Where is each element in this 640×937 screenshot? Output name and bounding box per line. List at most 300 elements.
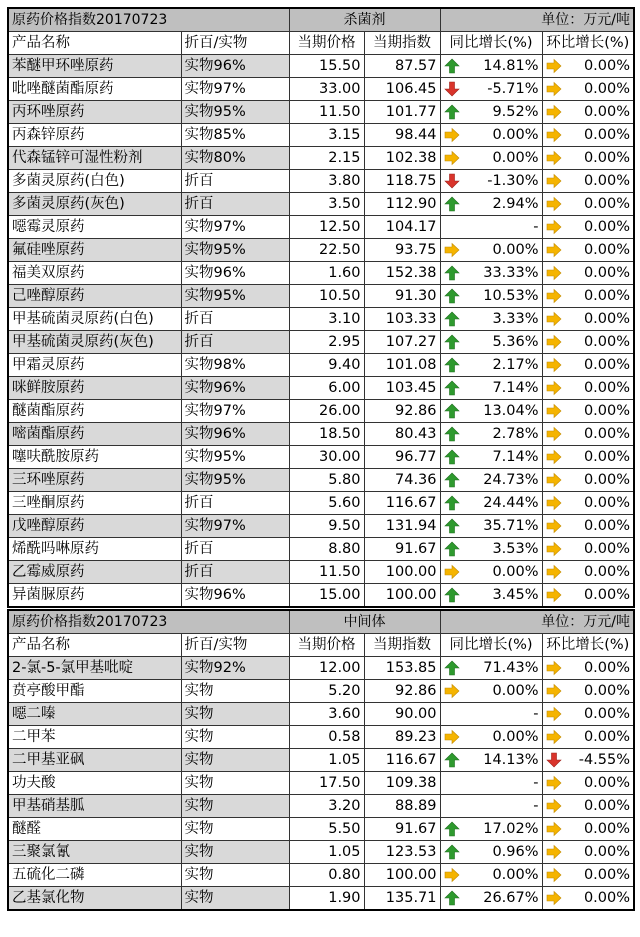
header-product-name: 产品名称: [8, 634, 181, 657]
mom-growth: 0.00%: [542, 538, 634, 561]
mom-growth: 0.00%: [542, 561, 634, 584]
right-arrow-icon: [546, 775, 562, 791]
yoy-growth: 24.44%: [440, 492, 542, 515]
price-table-fungicide: [7, 7, 635, 608]
yoy-growth: 0.00%: [440, 124, 542, 147]
product-name: 噻呋酰胺原药: [8, 446, 181, 469]
spec: 实物80%: [181, 147, 289, 170]
current-index: 109.38: [364, 772, 440, 795]
mom-growth: 0.00%: [542, 795, 634, 818]
up-arrow-icon: [444, 844, 460, 860]
current-index: 118.75: [364, 170, 440, 193]
product-name: 功夫酸: [8, 772, 181, 795]
current-index: 103.45: [364, 377, 440, 400]
spec: 实物95%: [181, 101, 289, 124]
current-price: 1.05: [289, 841, 364, 864]
header-spec: 折百/实物: [181, 32, 289, 55]
current-price: 6.00: [289, 377, 364, 400]
right-arrow-icon: [546, 564, 562, 580]
yoy-growth: 7.14%: [440, 377, 542, 400]
right-arrow-icon: [546, 426, 562, 442]
spec: 实物: [181, 772, 289, 795]
yoy-growth: 0.00%: [440, 239, 542, 262]
spec: 实物96%: [181, 423, 289, 446]
right-arrow-icon: [546, 219, 562, 235]
current-index: 103.33: [364, 308, 440, 331]
price-index-report: [7, 7, 633, 911]
right-arrow-icon: [546, 890, 562, 906]
up-arrow-icon: [444, 541, 460, 557]
right-arrow-icon: [444, 729, 460, 745]
spec: 实物96%: [181, 262, 289, 285]
right-arrow-icon: [444, 242, 460, 258]
current-price: 22.50: [289, 239, 364, 262]
right-arrow-icon: [546, 541, 562, 557]
current-price: 3.15: [289, 124, 364, 147]
product-name: 甲基硝基胍: [8, 795, 181, 818]
current-index: 100.00: [364, 864, 440, 887]
current-index: 87.57: [364, 55, 440, 78]
spec: 实物: [181, 680, 289, 703]
current-price: 3.80: [289, 170, 364, 193]
current-index: 104.17: [364, 216, 440, 239]
table-row: [8, 423, 634, 446]
current-index: 96.77: [364, 446, 440, 469]
table-row: [8, 680, 634, 703]
right-arrow-icon: [546, 587, 562, 603]
current-index: 107.27: [364, 331, 440, 354]
spec: 实物95%: [181, 239, 289, 262]
product-name: 苯醚甲环唑原药: [8, 55, 181, 78]
mom-growth: 0.00%: [542, 772, 634, 795]
current-index: 116.67: [364, 492, 440, 515]
current-price: 11.50: [289, 561, 364, 584]
mom-growth: 0.00%: [542, 239, 634, 262]
product-name: 乙霉威原药: [8, 561, 181, 584]
spec: 实物: [181, 726, 289, 749]
right-arrow-icon: [546, 660, 562, 676]
right-arrow-icon: [546, 380, 562, 396]
yoy-growth: -: [440, 703, 542, 726]
current-price: 0.58: [289, 726, 364, 749]
current-index: 116.67: [364, 749, 440, 772]
up-arrow-icon: [444, 752, 460, 768]
yoy-growth: 3.53%: [440, 538, 542, 561]
section-title: 原药价格指数20170723: [8, 610, 289, 634]
spec: 折百: [181, 193, 289, 216]
current-index: 89.23: [364, 726, 440, 749]
spec: 实物95%: [181, 446, 289, 469]
up-arrow-icon: [444, 288, 460, 304]
yoy-growth: 13.04%: [440, 400, 542, 423]
yoy-growth: 0.00%: [440, 561, 542, 584]
table-row: [8, 400, 634, 423]
spec: 实物92%: [181, 657, 289, 680]
product-name: 醚菌酯原药: [8, 400, 181, 423]
spec: 折百: [181, 492, 289, 515]
product-name: 三聚氯氰: [8, 841, 181, 864]
table-row: [8, 147, 634, 170]
product-name: 噁霉灵原药: [8, 216, 181, 239]
current-price: 17.50: [289, 772, 364, 795]
mom-growth: 0.00%: [542, 331, 634, 354]
table-row: [8, 795, 634, 818]
spec: 实物96%: [181, 377, 289, 400]
table-row: [8, 78, 634, 101]
product-name: 三环唑原药: [8, 469, 181, 492]
current-price: 3.20: [289, 795, 364, 818]
current-price: 11.50: [289, 101, 364, 124]
current-index: 101.08: [364, 354, 440, 377]
spec: 折百: [181, 170, 289, 193]
table-row: [8, 864, 634, 887]
mom-growth: 0.00%: [542, 680, 634, 703]
right-arrow-icon: [546, 495, 562, 511]
yoy-growth: 9.52%: [440, 101, 542, 124]
price-table-intermediate: [7, 609, 635, 911]
mom-growth: 0.00%: [542, 216, 634, 239]
spec: 折百: [181, 561, 289, 584]
current-index: 93.75: [364, 239, 440, 262]
spec: 实物: [181, 887, 289, 911]
section-unit: 单位：万元/吨: [440, 8, 634, 32]
right-arrow-icon: [444, 683, 460, 699]
header-spec: 折百/实物: [181, 634, 289, 657]
up-arrow-icon: [444, 660, 460, 676]
table-row: [8, 772, 634, 795]
current-index: 135.71: [364, 887, 440, 911]
current-price: 1.60: [289, 262, 364, 285]
header-mom-growth: 环比增长(%): [542, 32, 634, 55]
table-row: [8, 818, 634, 841]
current-price: 9.40: [289, 354, 364, 377]
section-title-row: [8, 8, 634, 32]
product-name: 多菌灵原药(白色): [8, 170, 181, 193]
up-arrow-icon: [444, 403, 460, 419]
current-price: 26.00: [289, 400, 364, 423]
current-index: 91.67: [364, 538, 440, 561]
right-arrow-icon: [546, 81, 562, 97]
product-name: 乙基氯化物: [8, 887, 181, 911]
up-arrow-icon: [444, 472, 460, 488]
right-arrow-icon: [444, 150, 460, 166]
right-arrow-icon: [546, 242, 562, 258]
current-price: 3.60: [289, 703, 364, 726]
product-name: 多菌灵原药(灰色): [8, 193, 181, 216]
product-name: 五硫化二磷: [8, 864, 181, 887]
current-index: 98.44: [364, 124, 440, 147]
right-arrow-icon: [546, 127, 562, 143]
yoy-growth: -5.71%: [440, 78, 542, 101]
right-arrow-icon: [546, 518, 562, 534]
product-name: 丙环唑原药: [8, 101, 181, 124]
header-current-price: 当期价格: [289, 634, 364, 657]
spec: 实物95%: [181, 285, 289, 308]
mom-growth: 0.00%: [542, 78, 634, 101]
up-arrow-icon: [444, 334, 460, 350]
product-name: 咪鲜胺原药: [8, 377, 181, 400]
current-index: 153.85: [364, 657, 440, 680]
right-arrow-icon: [546, 844, 562, 860]
mom-growth: 0.00%: [542, 262, 634, 285]
up-arrow-icon: [444, 380, 460, 396]
yoy-growth: 0.96%: [440, 841, 542, 864]
table-row: [8, 703, 634, 726]
table-row: [8, 538, 634, 561]
right-arrow-icon: [546, 403, 562, 419]
product-name: 甲霜灵原药: [8, 354, 181, 377]
spec: 实物: [181, 841, 289, 864]
current-price: 18.50: [289, 423, 364, 446]
spec: 实物: [181, 795, 289, 818]
table-row: [8, 469, 634, 492]
right-arrow-icon: [444, 127, 460, 143]
up-arrow-icon: [444, 449, 460, 465]
table-row: [8, 841, 634, 864]
spec: 实物: [181, 703, 289, 726]
current-price: 5.20: [289, 680, 364, 703]
yoy-growth: 10.53%: [440, 285, 542, 308]
mom-growth: 0.00%: [542, 423, 634, 446]
section-category: 杀菌剂: [289, 8, 440, 32]
mom-growth: 0.00%: [542, 726, 634, 749]
current-price: 9.50: [289, 515, 364, 538]
current-index: 88.89: [364, 795, 440, 818]
mom-growth: 0.00%: [542, 584, 634, 608]
up-arrow-icon: [444, 426, 460, 442]
product-name: 甲基硫菌灵原药(灰色): [8, 331, 181, 354]
current-index: 100.00: [364, 584, 440, 608]
right-arrow-icon: [546, 150, 562, 166]
product-name: 三唑酮原药: [8, 492, 181, 515]
yoy-growth: 14.13%: [440, 749, 542, 772]
table-row: [8, 354, 634, 377]
yoy-growth: 17.02%: [440, 818, 542, 841]
header-yoy-growth: 同比增长(%): [440, 32, 542, 55]
current-price: 15.00: [289, 584, 364, 608]
current-index: 74.36: [364, 469, 440, 492]
section-title-row: [8, 610, 634, 634]
section-title: 原药价格指数20170723: [8, 8, 289, 32]
table-row: [8, 101, 634, 124]
current-price: 30.00: [289, 446, 364, 469]
spec: 实物97%: [181, 400, 289, 423]
mom-growth: 0.00%: [542, 308, 634, 331]
yoy-growth: 0.00%: [440, 147, 542, 170]
right-arrow-icon: [546, 311, 562, 327]
spec: 实物85%: [181, 124, 289, 147]
right-arrow-icon: [546, 449, 562, 465]
table-row: [8, 515, 634, 538]
header-yoy-growth: 同比增长(%): [440, 634, 542, 657]
mom-growth: 0.00%: [542, 446, 634, 469]
right-arrow-icon: [444, 867, 460, 883]
spec: 实物: [181, 818, 289, 841]
product-name: 吡唑醚菌酯原药: [8, 78, 181, 101]
current-index: 92.86: [364, 680, 440, 703]
mom-growth: 0.00%: [542, 818, 634, 841]
yoy-growth: 0.00%: [440, 864, 542, 887]
up-arrow-icon: [444, 311, 460, 327]
spec: 实物98%: [181, 354, 289, 377]
right-arrow-icon: [546, 357, 562, 373]
up-arrow-icon: [444, 58, 460, 74]
yoy-growth: 24.73%: [440, 469, 542, 492]
yoy-growth: -1.30%: [440, 170, 542, 193]
current-price: 3.10: [289, 308, 364, 331]
spec: 实物95%: [181, 469, 289, 492]
yoy-growth: -: [440, 795, 542, 818]
table-row: [8, 377, 634, 400]
current-index: 112.90: [364, 193, 440, 216]
current-index: 131.94: [364, 515, 440, 538]
column-header-row: [8, 32, 634, 55]
table-row: [8, 584, 634, 608]
table-row: [8, 446, 634, 469]
spec: 实物: [181, 749, 289, 772]
table-row: [8, 492, 634, 515]
spec: 实物: [181, 864, 289, 887]
mom-growth: 0.00%: [542, 657, 634, 680]
current-price: 2.15: [289, 147, 364, 170]
mom-growth: 0.00%: [542, 492, 634, 515]
table-row: [8, 124, 634, 147]
right-arrow-icon: [546, 472, 562, 488]
product-name: 二甲基亚砜: [8, 749, 181, 772]
down-arrow-icon: [444, 81, 460, 97]
table-row: [8, 657, 634, 680]
right-arrow-icon: [546, 729, 562, 745]
spec: 折百: [181, 308, 289, 331]
mom-growth: 0.00%: [542, 515, 634, 538]
table-row: [8, 285, 634, 308]
right-arrow-icon: [546, 288, 562, 304]
header-product-name: 产品名称: [8, 32, 181, 55]
current-index: 80.43: [364, 423, 440, 446]
current-price: 5.60: [289, 492, 364, 515]
product-name: 2-氯-5-氯甲基吡啶: [8, 657, 181, 680]
current-index: 123.53: [364, 841, 440, 864]
current-price: 5.80: [289, 469, 364, 492]
right-arrow-icon: [546, 196, 562, 212]
mom-growth: 0.00%: [542, 887, 634, 911]
current-price: 1.05: [289, 749, 364, 772]
table-row: [8, 55, 634, 78]
current-index: 101.77: [364, 101, 440, 124]
up-arrow-icon: [444, 357, 460, 373]
yoy-growth: 0.00%: [440, 680, 542, 703]
up-arrow-icon: [444, 518, 460, 534]
right-arrow-icon: [546, 58, 562, 74]
yoy-growth: 14.81%: [440, 55, 542, 78]
yoy-growth: 0.00%: [440, 726, 542, 749]
up-arrow-icon: [444, 265, 460, 281]
table-row: [8, 308, 634, 331]
mom-growth: 0.00%: [542, 101, 634, 124]
yoy-growth: 35.71%: [440, 515, 542, 538]
table-row: [8, 262, 634, 285]
product-name: 二甲苯: [8, 726, 181, 749]
right-arrow-icon: [546, 867, 562, 883]
table-row: [8, 749, 634, 772]
mom-growth: 0.00%: [542, 841, 634, 864]
current-price: 12.00: [289, 657, 364, 680]
right-arrow-icon: [546, 173, 562, 189]
product-name: 异菌脲原药: [8, 584, 181, 608]
product-name: 烯酰吗啉原药: [8, 538, 181, 561]
mom-growth: 0.00%: [542, 285, 634, 308]
table-row: [8, 239, 634, 262]
header-mom-growth: 环比增长(%): [542, 634, 634, 657]
mom-growth: 0.00%: [542, 147, 634, 170]
product-name: 贲亭酸甲酯: [8, 680, 181, 703]
product-name: 戊唑醇原药: [8, 515, 181, 538]
current-price: 33.00: [289, 78, 364, 101]
current-index: 91.67: [364, 818, 440, 841]
up-arrow-icon: [444, 104, 460, 120]
mom-growth: -4.55%: [542, 749, 634, 772]
current-index: 90.00: [364, 703, 440, 726]
current-price: 10.50: [289, 285, 364, 308]
product-name: 噁二嗪: [8, 703, 181, 726]
mom-growth: 0.00%: [542, 703, 634, 726]
current-price: 12.50: [289, 216, 364, 239]
header-current-price: 当期价格: [289, 32, 364, 55]
right-arrow-icon: [546, 706, 562, 722]
current-price: 8.80: [289, 538, 364, 561]
table-row: [8, 331, 634, 354]
right-arrow-icon: [546, 821, 562, 837]
current-price: 1.90: [289, 887, 364, 911]
up-arrow-icon: [444, 890, 460, 906]
table-row: [8, 726, 634, 749]
column-header-row: [8, 634, 634, 657]
current-price: 15.50: [289, 55, 364, 78]
spec: 折百: [181, 538, 289, 561]
right-arrow-icon: [546, 683, 562, 699]
product-name: 嘧菌酯原药: [8, 423, 181, 446]
spec: 实物97%: [181, 216, 289, 239]
mom-growth: 0.00%: [542, 864, 634, 887]
mom-growth: 0.00%: [542, 124, 634, 147]
yoy-growth: -: [440, 772, 542, 795]
right-arrow-icon: [546, 104, 562, 120]
yoy-growth: 2.78%: [440, 423, 542, 446]
right-arrow-icon: [546, 334, 562, 350]
mom-growth: 0.00%: [542, 469, 634, 492]
mom-growth: 0.00%: [542, 55, 634, 78]
table-row: [8, 216, 634, 239]
product-name: 丙森锌原药: [8, 124, 181, 147]
current-index: 106.45: [364, 78, 440, 101]
spec: 实物96%: [181, 55, 289, 78]
section-unit: 单位：万元/吨: [440, 610, 634, 634]
right-arrow-icon: [546, 265, 562, 281]
product-name: 甲基硫菌灵原药(白色): [8, 308, 181, 331]
current-index: 152.38: [364, 262, 440, 285]
mom-growth: 0.00%: [542, 193, 634, 216]
current-price: 3.50: [289, 193, 364, 216]
header-current-index: 当期指数: [364, 32, 440, 55]
current-index: 100.00: [364, 561, 440, 584]
down-arrow-icon: [546, 752, 562, 768]
current-index: 91.30: [364, 285, 440, 308]
yoy-growth: 33.33%: [440, 262, 542, 285]
current-price: 0.80: [289, 864, 364, 887]
mom-growth: 0.00%: [542, 377, 634, 400]
product-name: 己唑醇原药: [8, 285, 181, 308]
mom-growth: 0.00%: [542, 354, 634, 377]
